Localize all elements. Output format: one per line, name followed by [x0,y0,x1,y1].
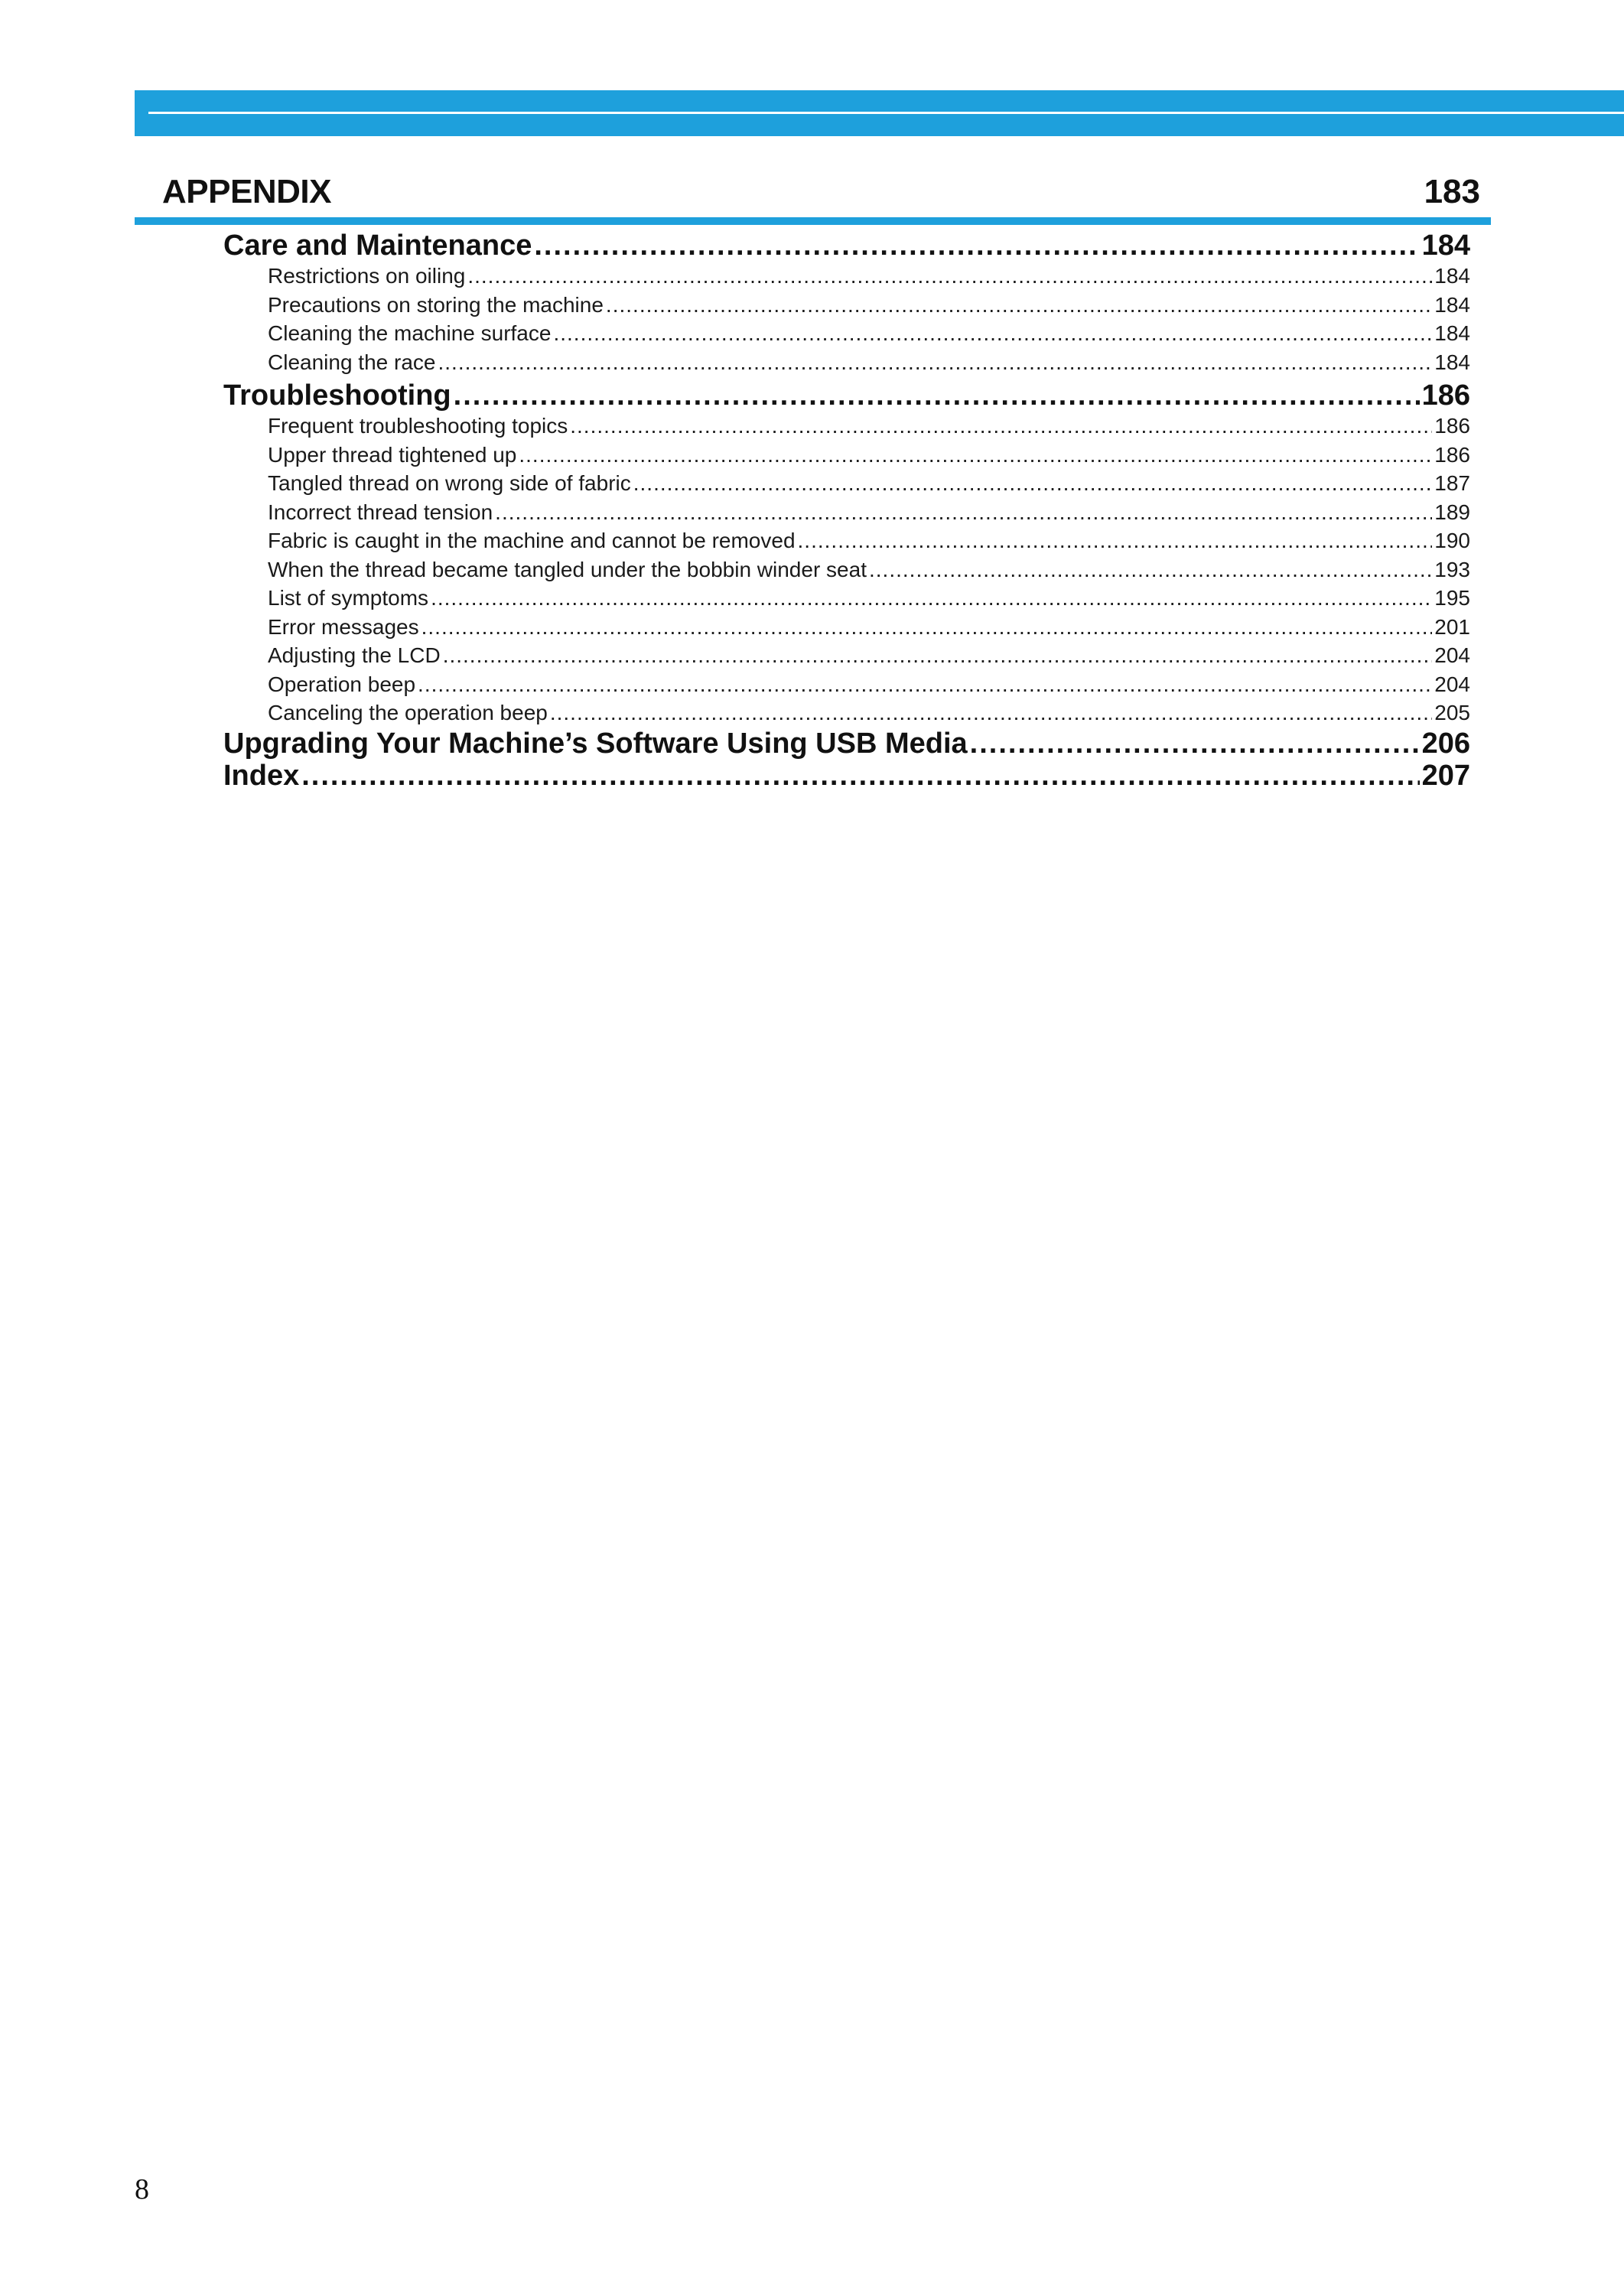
dot-leader [418,670,1432,699]
top-decorative-band [135,90,1624,136]
dot-leader [467,262,1432,291]
toc-section[interactable] [223,379,1470,412]
toc-section[interactable] [223,728,1470,760]
toc-item[interactable] [223,670,1470,699]
toc-item[interactable] [223,319,1470,348]
dot-leader [431,584,1432,613]
toc-section-page: 186 [1421,379,1470,412]
toc-item-page: 184 [1434,321,1470,345]
top-band-line [148,112,1624,114]
chapter-header [162,168,1480,216]
toc-item[interactable] [223,262,1470,291]
toc-item-title: Operation beep [268,672,416,696]
toc-item-page: 186 [1434,414,1470,438]
toc-item-title: Cleaning the machine surface [268,321,552,345]
toc-item[interactable] [223,641,1470,670]
toc-item-title: Incorrect thread tension [268,500,493,524]
toc-item-page: 189 [1434,500,1470,524]
toc-item-page: 201 [1434,614,1470,639]
toc-item[interactable] [223,526,1470,555]
chapter-page-number: 183 [1424,173,1480,210]
toc-item-page: 195 [1434,586,1470,610]
dot-leader [798,526,1433,555]
toc-item-title: When the thread became tangled under the bobbin winder seat [268,557,867,581]
dot-leader [301,760,1419,792]
toc-item-title: Restrictions on oiling [268,264,466,288]
toc-item[interactable] [223,584,1470,613]
dot-leader [633,469,1433,498]
toc-item-page: 193 [1434,557,1470,581]
toc-item-title: Precautions on storing the machine [268,292,604,317]
toc-item-title: Cleaning the race [268,350,436,374]
toc-item[interactable] [223,698,1470,728]
toc-item-page: 186 [1434,442,1470,467]
toc-item[interactable] [223,441,1470,470]
chapter-rule [135,217,1491,225]
toc-item[interactable] [223,348,1470,377]
table-of-contents [223,230,1470,792]
dot-leader [553,319,1432,348]
dot-leader [519,441,1432,470]
toc-item[interactable] [223,469,1470,498]
toc-item-page: 184 [1434,350,1470,374]
dot-leader [443,641,1433,670]
page-number: 8 [135,2173,149,2205]
dot-leader [550,698,1432,728]
toc-section[interactable] [223,760,1470,792]
toc-item-title: List of symptoms [268,586,429,610]
toc-item-page: 205 [1434,701,1470,724]
toc-item-title: Tangled thread on wrong side of fabric [268,471,631,495]
toc-item-page: 184 [1434,264,1470,288]
dot-leader [970,728,1420,760]
dot-leader [606,291,1432,320]
toc-item[interactable] [223,498,1470,527]
toc-item[interactable] [223,613,1470,642]
toc-item-title: Error messages [268,614,419,639]
toc-section-title: Upgrading Your Machine’s Software Using USB Media [223,727,968,760]
toc-item[interactable] [223,291,1470,320]
toc-item-page: 187 [1434,471,1470,495]
dot-leader [421,613,1433,642]
toc-section[interactable] [223,230,1470,262]
toc-item-title: Frequent troubleshooting topics [268,414,568,438]
toc-item-title: Upper thread tightened up [268,442,517,467]
toc-section-page: 206 [1421,727,1470,760]
dot-leader [438,348,1432,377]
toc-item[interactable] [223,412,1470,441]
dot-leader [869,555,1432,584]
toc-item[interactable] [223,555,1470,584]
toc-item-page: 190 [1434,529,1470,552]
toc-item-title: Adjusting the LCD [268,643,441,667]
toc-item-page: 204 [1434,672,1470,696]
toc-section-title: Index [223,759,300,792]
toc-item-title: Fabric is caught in the machine and cannot be removed [268,529,796,552]
toc-section-page: 207 [1421,759,1470,792]
dot-leader [495,498,1432,527]
chapter-title: APPENDIX [162,173,331,210]
dot-leader [570,412,1432,441]
toc-item-page: 184 [1434,292,1470,317]
dot-leader [534,230,1419,262]
dot-leader [454,379,1420,412]
toc-item-page: 204 [1434,643,1470,667]
toc-section-title: Troubleshooting [223,379,451,412]
toc-section-title: Care and Maintenance [223,230,532,262]
toc-section-page: 184 [1421,230,1470,262]
toc-item-title: Canceling the operation beep [268,701,548,724]
